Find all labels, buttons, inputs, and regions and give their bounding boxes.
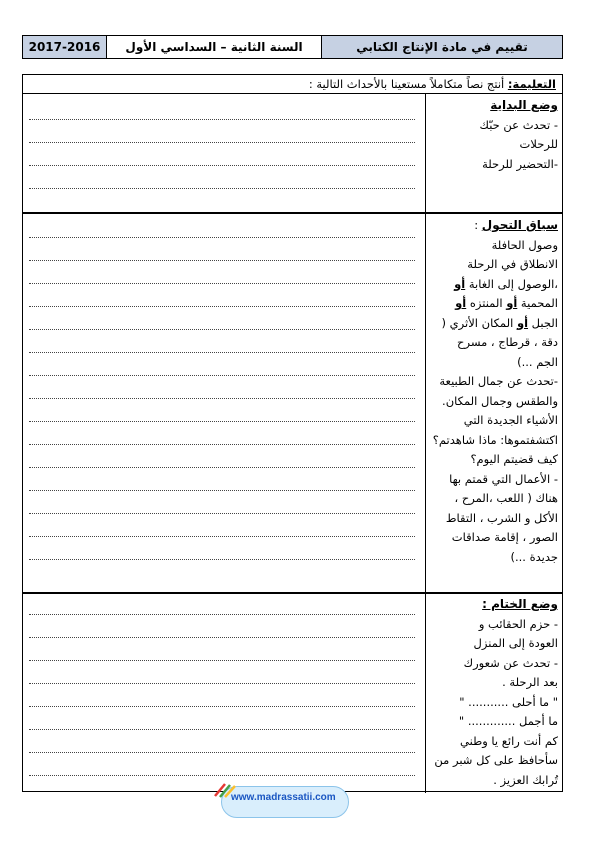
ending-line: كم أنت رائع يا وطني [460, 733, 558, 748]
worksheet-table [22, 74, 563, 792]
development-line: جديدة ...) [510, 549, 558, 564]
writing-line[interactable] [29, 614, 415, 615]
writing-line[interactable] [29, 119, 415, 120]
row-divider [23, 212, 562, 214]
writing-line[interactable] [29, 237, 415, 238]
writing-line[interactable] [29, 421, 415, 422]
writing-line[interactable] [29, 706, 415, 707]
development-line: الأشياء الجديدة التي [463, 413, 558, 427]
development-section [430, 216, 558, 567]
writing-line[interactable] [29, 260, 415, 261]
ending-line: سأحافظ على كل شبر من [434, 753, 558, 767]
beginning-line: - تحدث عن حبّك [479, 117, 558, 132]
column-divider [425, 93, 426, 212]
development-line: الصور ، إقامة صداقات [451, 530, 558, 544]
development-line: وصول الحافلة [491, 237, 558, 252]
development-line: دقة ، قرطاج ، مسرح [457, 335, 558, 349]
writing-line[interactable] [29, 513, 415, 514]
row-divider [23, 93, 562, 94]
development-line: والطقس وجمال المكان. [442, 393, 558, 408]
writing-line[interactable] [29, 306, 415, 307]
development-line: -تحدث عن جمال الطبيعة [439, 374, 558, 388]
school-year: 2017-2016 [23, 36, 107, 58]
writing-line[interactable] [29, 559, 415, 560]
writing-line[interactable] [29, 729, 415, 730]
writing-line[interactable] [29, 329, 415, 330]
beginning-section [430, 96, 558, 174]
writing-line[interactable] [29, 188, 415, 189]
beginning-line: للرحلات [519, 137, 558, 151]
development-line: المحمية أو المنتزه أو [455, 296, 558, 310]
development-line: هناك ( اللعب ،المرح ، [454, 491, 558, 505]
ending-line: - تحدث عن شعورك [463, 655, 558, 670]
row-divider [23, 592, 562, 594]
writing-line[interactable] [29, 536, 415, 537]
development-line: الجم ...) [517, 354, 558, 369]
instruction-label: التعليمة: [507, 77, 556, 91]
or-word: أو [516, 315, 529, 330]
writing-line[interactable] [29, 467, 415, 468]
site-logo[interactable] [207, 778, 349, 824]
ending-line: " ما أحلى ........... " [459, 694, 558, 709]
ending-line: بعد الرحلة . [502, 675, 558, 689]
development-line: - الأعمال التي قمتم بها [449, 471, 558, 486]
writing-line[interactable] [29, 490, 415, 491]
beginning-title: وضع البداية [490, 98, 558, 112]
development-line: ،الوصول إلى الغابة أو [454, 276, 558, 291]
development-line: الأكل و الشرب ، التقاط [445, 510, 558, 525]
writing-line[interactable] [29, 752, 415, 753]
writing-line[interactable] [29, 775, 415, 776]
writing-line[interactable] [29, 375, 415, 376]
ending-line: - حزم الحقائب و [478, 616, 558, 631]
or-word: أو [454, 276, 466, 291]
development-line: الجبل أو المكان الأثري ( [441, 315, 558, 330]
writing-line[interactable] [29, 142, 415, 143]
development-line: الانطلاق في الرحلة [467, 257, 558, 271]
ending-title: وضع الختام : [482, 597, 558, 611]
beginning-line: -التحضير للرحلة [482, 156, 558, 171]
development-colon: : [474, 218, 482, 232]
writing-line[interactable] [29, 398, 415, 399]
page-title: تقييم في مادة الإنتاج الكتابي [322, 36, 562, 58]
development-line: اكتشفتموها: ماذا شاهدتم؟ [432, 432, 558, 447]
ending-line: تُرابك العزيز . [493, 772, 558, 787]
writing-line[interactable] [29, 444, 415, 445]
grade-term: السنة الثانية – السداسي الأول [107, 36, 322, 58]
writing-line[interactable] [29, 165, 415, 166]
logo-text: www.madrassatii.com [231, 792, 336, 803]
writing-line[interactable] [29, 637, 415, 638]
column-divider [425, 212, 426, 592]
writing-line[interactable] [29, 283, 415, 284]
header-bar [22, 35, 563, 59]
instruction-text: أنتج نصاً متكاملاً مستعينا بالأحداث التالية : [308, 77, 508, 91]
column-divider [425, 592, 426, 793]
or-word: أو [455, 296, 467, 310]
writing-line[interactable] [29, 660, 415, 661]
writing-line[interactable] [29, 683, 415, 684]
development-title: سياق التحول [481, 218, 558, 232]
instruction [309, 77, 556, 91]
or-word: أو [506, 296, 518, 310]
development-line: كيف قضيتم اليوم؟ [470, 452, 558, 466]
ending-line: ما أجمل ............. " [458, 714, 558, 728]
ending-line: العودة إلى المنزل [473, 636, 558, 650]
ending-section [430, 595, 558, 790]
writing-line[interactable] [29, 352, 415, 353]
